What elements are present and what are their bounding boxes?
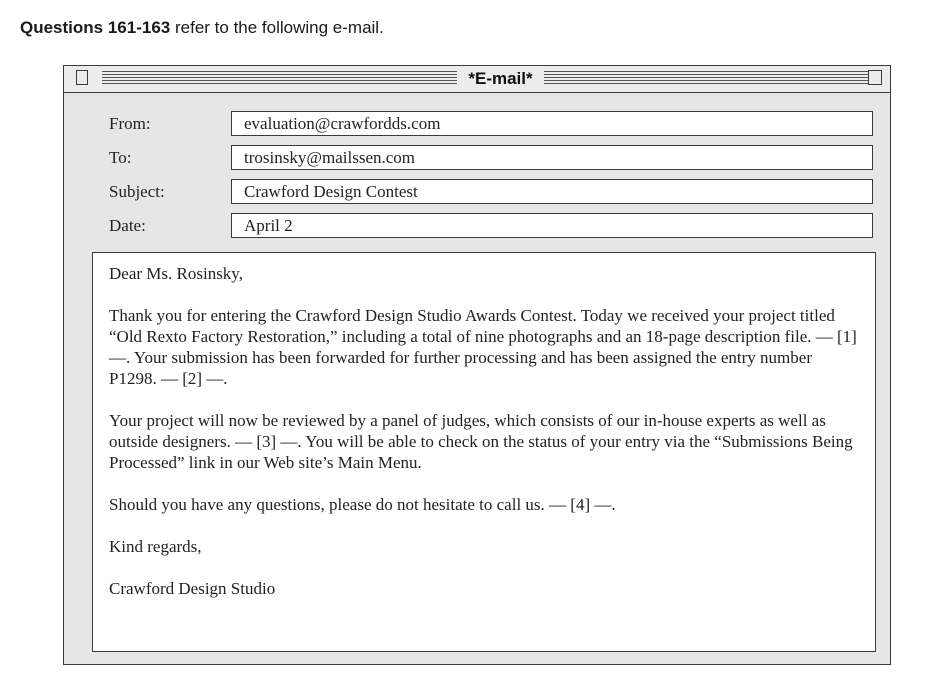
from-label: From: — [109, 114, 151, 133]
close-box-icon[interactable] — [64, 70, 86, 86]
email-window — [63, 65, 891, 665]
titlebar-stripes-left — [102, 71, 457, 86]
question-instruction — [20, 18, 384, 38]
subject-field: Crawford Design Contest — [231, 179, 873, 204]
date-label: Date: — [109, 216, 146, 235]
body-paragraph-2: Your project will now be reviewed by a panel of judges, which consists of our in-house experts as well as outside designers. — [3] —. You will be able to check on the status of your entry via the “Submissions Being Processed” link in our Web site’s Main Menu. — [109, 411, 853, 472]
to-row — [64, 145, 890, 170]
body-paragraph-1: Thank you for entering the Crawford Design Studio Awards Contest. Today we received your project titled “Old Rexto Factory Restoration,” including a total of nine photographs and an 18-page description file. — [1] —. Your submission has been forwarded for further processing and has been assigned the entry number P1298. — [2] —. — [109, 306, 857, 388]
body-paragraph-3: Should you have any questions, please do not hesitate to call us. — [4] —. — [109, 495, 616, 514]
subject-label: Subject: — [109, 182, 165, 201]
window-titlebar — [64, 66, 890, 93]
from-row — [64, 111, 890, 136]
closing: Kind regards, — [109, 537, 202, 556]
instruction-text: refer to the following e-mail. — [174, 18, 384, 37]
to-field: trosinsky@mailssen.com — [231, 145, 873, 170]
titlebar-stripes-right — [544, 71, 884, 86]
question-range: Questions 161-163 — [20, 18, 171, 37]
subject-row — [64, 179, 890, 204]
date-row — [64, 213, 890, 238]
window-title: *E-mail* — [457, 66, 544, 92]
to-label: To: — [109, 148, 132, 167]
signature: Crawford Design Studio — [109, 579, 276, 598]
date-field: April 2 — [231, 213, 873, 238]
from-field: evaluation@crawfordds.com — [231, 111, 873, 136]
email-body — [92, 252, 876, 652]
greeting: Dear Ms. Rosinsky, — [109, 264, 243, 283]
zoom-box-icon[interactable] — [868, 70, 890, 86]
